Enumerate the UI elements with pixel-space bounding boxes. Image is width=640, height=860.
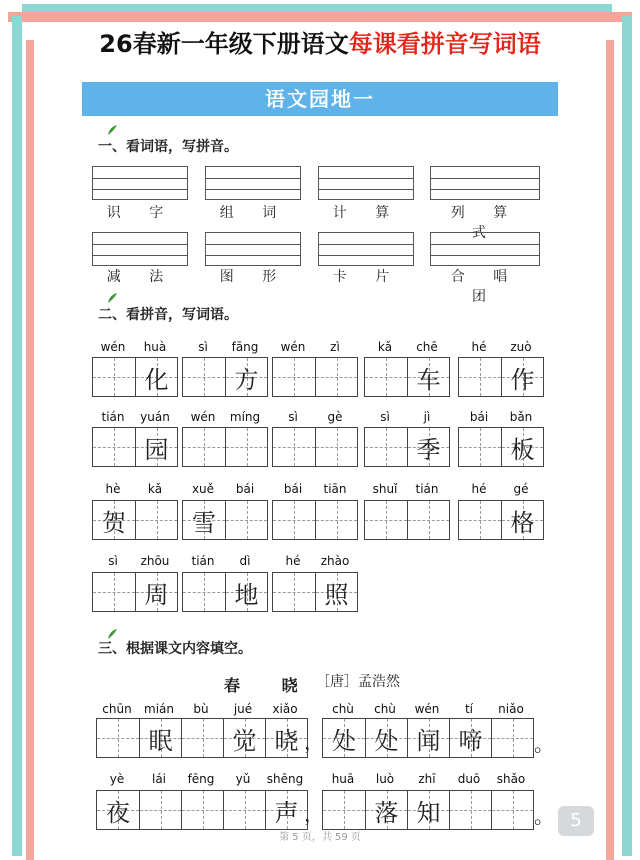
grid-character [273, 358, 315, 396]
pinyin-syllable: yè [109, 772, 125, 786]
page-title-main: 26春新一年级下册语文 [99, 30, 349, 58]
grid-cell [315, 573, 357, 611]
grid-cell [315, 501, 357, 539]
grid-character: 声 [274, 798, 299, 827]
punctuation-period: 。 [534, 804, 554, 828]
grid-character [273, 501, 315, 539]
grid-cell [407, 719, 449, 757]
grid-cell [407, 358, 449, 396]
pinyin-syllable: chù [332, 702, 354, 716]
grid-character [140, 791, 181, 829]
section3-heading: 三、根据课文内容填空。 [98, 641, 252, 657]
tianzige-grid [458, 500, 544, 540]
grid-character: 知 [416, 798, 441, 827]
tianzige-grid [92, 572, 178, 612]
grid-cell [365, 791, 407, 829]
grid-cell [135, 358, 177, 396]
tianzige-grid [272, 427, 358, 467]
grid-cell [183, 358, 225, 396]
grid-cell [273, 428, 315, 466]
tianzige-grid [182, 572, 268, 612]
pinyin-syllable: tiān [323, 482, 347, 496]
vocab-word: 减 法 [106, 269, 176, 285]
grid-cell [459, 501, 501, 539]
grid-character [226, 428, 267, 466]
grid-character: 季 [416, 435, 441, 464]
grid-cell [459, 358, 501, 396]
grid-character [459, 428, 501, 466]
poem-grid [96, 790, 308, 830]
box-guide-line [206, 255, 300, 256]
grid-cell [93, 573, 135, 611]
grid-character: 眠 [148, 726, 173, 755]
frame-left-teal [12, 16, 22, 856]
pinyin-syllable: fāng [231, 340, 259, 354]
pinyin-syllable: wén [414, 702, 440, 716]
pinyin-syllable: mián [144, 702, 174, 716]
punctuation-comma: ， [304, 730, 324, 754]
grid-character [226, 501, 267, 539]
pinyin-writing-box [430, 166, 540, 200]
grid-character: 贺 [102, 508, 126, 537]
pinyin-syllable: sì [108, 554, 118, 568]
grid-character: 雪 [192, 508, 216, 537]
grid-character: 处 [374, 726, 399, 755]
grid-character [93, 358, 135, 396]
pinyin-syllable: shēng [266, 772, 304, 786]
grid-character: 晓 [274, 726, 299, 755]
grid-cell [97, 791, 139, 829]
pinyin-syllable: hé [471, 340, 487, 354]
grid-character [182, 791, 223, 829]
box-guide-line [319, 244, 413, 245]
leaf-icon [106, 292, 118, 304]
tianzige-grid [272, 572, 358, 612]
box-guide-line [93, 178, 187, 179]
pinyin-syllable: shuǐ [372, 482, 398, 496]
grid-character: 周 [144, 580, 169, 609]
pinyin-syllable: bái [469, 410, 489, 424]
grid-cell [183, 573, 225, 611]
page-footer: 第 5 页，共 59 页 [279, 832, 361, 843]
tianzige-grid [182, 357, 268, 397]
box-guide-line [206, 178, 300, 179]
grid-cell [491, 719, 533, 757]
pinyin-syllable: zuò [510, 340, 532, 354]
pinyin-writing-box [205, 232, 301, 266]
pinyin-syllable: sì [288, 410, 298, 424]
poem-author: ［唐］孟浩然 [316, 674, 400, 690]
box-guide-line [319, 189, 413, 190]
pinyin-syllable: jì [423, 410, 431, 424]
box-guide-line [431, 178, 539, 179]
grid-cell [501, 358, 543, 396]
poem-title: 春 晓 [224, 676, 316, 695]
pinyin-syllable: xuě [191, 482, 215, 496]
pinyin-writing-box [430, 232, 540, 266]
grid-character [365, 428, 407, 466]
box-guide-line [431, 189, 539, 190]
pinyin-syllable: niǎo [498, 702, 524, 716]
grid-cell [135, 428, 177, 466]
frame-left-pink [26, 40, 34, 860]
box-guide-line [93, 255, 187, 256]
pinyin-syllable: luò [375, 772, 395, 786]
grid-cell [225, 428, 267, 466]
pinyin-syllable: duō [457, 772, 481, 786]
grid-cell [93, 358, 135, 396]
pinyin-syllable: zhōu [140, 554, 170, 568]
pinyin-syllable: kǎ [377, 340, 393, 354]
pinyin-syllable: bái [235, 482, 255, 496]
vocab-word: 识 字 [106, 205, 176, 221]
box-guide-line [319, 255, 413, 256]
grid-cell [135, 501, 177, 539]
grid-character [450, 791, 491, 829]
pinyin-syllable: sì [198, 340, 208, 354]
grid-cell [459, 428, 501, 466]
pinyin-syllable: zhī [418, 772, 436, 786]
pinyin-syllable: wén [190, 410, 216, 424]
grid-character: 方 [234, 365, 259, 394]
page-title [0, 24, 640, 59]
grid-cell [365, 428, 407, 466]
grid-character: 车 [416, 365, 441, 394]
box-guide-line [206, 244, 300, 245]
punctuation-comma: ， [304, 802, 324, 826]
pinyin-syllable: gè [327, 410, 343, 424]
pinyin-syllable: chē [416, 340, 438, 354]
grid-cell [501, 428, 543, 466]
grid-character [365, 501, 407, 539]
grid-cell [183, 501, 225, 539]
section2-heading: 二、看拼音，写词语。 [98, 307, 238, 323]
grid-character [316, 358, 357, 396]
vocab-word: 组 词 [219, 205, 289, 221]
grid-character [459, 358, 501, 396]
grid-cell [365, 719, 407, 757]
grid-character [273, 573, 315, 611]
vocab-word: 列 算 式 [450, 205, 520, 241]
grid-cell [223, 719, 265, 757]
pinyin-syllable: kǎ [147, 482, 163, 496]
frame-top-pink [8, 12, 632, 22]
grid-character [408, 501, 449, 539]
grid-cell [407, 791, 449, 829]
pinyin-syllable: shǎo [496, 772, 526, 786]
grid-cell [273, 501, 315, 539]
grid-cell [501, 501, 543, 539]
box-guide-line [93, 244, 187, 245]
grid-character: 格 [510, 508, 535, 537]
poem-grid [322, 790, 534, 830]
grid-character: 作 [510, 365, 535, 394]
vocab-word: 计 算 [332, 205, 402, 221]
leaf-icon [106, 124, 118, 136]
pinyin-syllable: xiǎo [272, 702, 298, 716]
lesson-banner: 语文园地一 [82, 82, 558, 116]
grid-character [492, 719, 533, 757]
grid-character [93, 428, 135, 466]
tianzige-grid [272, 500, 358, 540]
pinyin-syllable: huā [331, 772, 355, 786]
grid-character [183, 573, 225, 611]
grid-character [492, 791, 533, 829]
grid-character [183, 358, 225, 396]
pinyin-syllable: tián [191, 554, 215, 568]
box-guide-line [431, 255, 539, 256]
pinyin-syllable: dì [239, 554, 251, 568]
pinyin-syllable: míng [229, 410, 261, 424]
grid-character: 闻 [416, 726, 441, 755]
grid-cell [183, 428, 225, 466]
pinyin-syllable: hé [471, 482, 487, 496]
pinyin-syllable: jué [233, 702, 253, 716]
grid-character [365, 358, 407, 396]
pinyin-syllable: yǔ [235, 772, 251, 786]
box-guide-line [206, 189, 300, 190]
vocab-word: 图 形 [219, 269, 289, 285]
box-guide-line [319, 178, 413, 179]
poem-grid [322, 718, 534, 758]
pinyin-syllable: tián [415, 482, 439, 496]
grid-character [459, 501, 501, 539]
pinyin-writing-box [92, 166, 188, 200]
pinyin-writing-box [205, 166, 301, 200]
grid-character [182, 719, 223, 757]
grid-cell [135, 573, 177, 611]
grid-cell [323, 719, 365, 757]
tianzige-grid [92, 357, 178, 397]
tianzige-grid [458, 357, 544, 397]
grid-cell [449, 719, 491, 757]
grid-cell [139, 791, 181, 829]
pinyin-syllable: gé [513, 482, 529, 496]
grid-cell [139, 719, 181, 757]
grid-cell [365, 358, 407, 396]
grid-cell [315, 428, 357, 466]
punctuation-period: 。 [534, 732, 554, 756]
grid-cell [225, 501, 267, 539]
grid-character [224, 791, 265, 829]
frame-right-pink [606, 40, 614, 860]
vocab-word: 合 唱 团 [450, 269, 520, 305]
grid-cell [225, 573, 267, 611]
pinyin-syllable: chù [374, 702, 396, 716]
grid-character [183, 428, 225, 466]
pinyin-syllable: bái [283, 482, 303, 496]
tianzige-grid [458, 427, 544, 467]
grid-character: 处 [332, 726, 356, 755]
grid-cell [273, 358, 315, 396]
pinyin-syllable: hè [105, 482, 121, 496]
tianzige-grid [364, 427, 450, 467]
grid-cell [265, 791, 307, 829]
box-guide-line [93, 189, 187, 190]
tianzige-grid [92, 500, 178, 540]
page-number-badge: 5 [558, 806, 594, 836]
grid-character: 园 [144, 435, 169, 464]
pinyin-syllable: tí [464, 702, 474, 716]
grid-cell [223, 791, 265, 829]
grid-character [323, 791, 365, 829]
grid-character [273, 428, 315, 466]
tianzige-grid [182, 427, 268, 467]
box-guide-line [431, 244, 539, 245]
grid-character [136, 501, 177, 539]
tianzige-grid [364, 500, 450, 540]
grid-cell [315, 358, 357, 396]
pinyin-syllable: lái [151, 772, 167, 786]
grid-cell [181, 791, 223, 829]
grid-cell [449, 791, 491, 829]
pinyin-syllable: zì [330, 340, 340, 354]
grid-cell [407, 501, 449, 539]
pinyin-syllable: bǎn [509, 410, 533, 424]
grid-cell [97, 719, 139, 757]
pinyin-syllable: yuán [140, 410, 170, 424]
grid-character: 板 [510, 435, 535, 464]
pinyin-syllable: fēng [187, 772, 215, 786]
tianzige-grid [182, 500, 268, 540]
grid-cell [323, 791, 365, 829]
pinyin-syllable: huà [143, 340, 167, 354]
pinyin-syllable: bù [193, 702, 209, 716]
vocab-word: 卡 片 [332, 269, 402, 285]
pinyin-syllable: wén [100, 340, 126, 354]
pinyin-writing-box [318, 166, 414, 200]
grid-cell [93, 501, 135, 539]
tianzige-grid [92, 427, 178, 467]
pinyin-writing-box [92, 232, 188, 266]
section1-heading: 一、看词语，写拼音。 [98, 139, 238, 155]
grid-character: 照 [324, 580, 349, 609]
grid-character: 觉 [232, 726, 257, 755]
pinyin-syllable: wén [280, 340, 306, 354]
grid-cell [93, 428, 135, 466]
page-title-highlight: 每课看拼音写词语 [348, 30, 541, 58]
grid-character: 夜 [106, 798, 130, 827]
poem-grid [96, 718, 308, 758]
frame-right-teal [622, 16, 632, 856]
grid-character: 地 [234, 580, 259, 609]
grid-character [316, 428, 357, 466]
pinyin-syllable: tián [101, 410, 125, 424]
tianzige-grid [272, 357, 358, 397]
pinyin-writing-box [318, 232, 414, 266]
grid-character [316, 501, 357, 539]
grid-character: 落 [374, 798, 399, 827]
grid-cell [365, 501, 407, 539]
grid-cell [181, 719, 223, 757]
pinyin-syllable: zhào [320, 554, 350, 568]
tianzige-grid [364, 357, 450, 397]
pinyin-syllable: hé [285, 554, 301, 568]
grid-cell [491, 791, 533, 829]
grid-cell [407, 428, 449, 466]
grid-cell [225, 358, 267, 396]
grid-character [97, 719, 139, 757]
grid-cell [265, 719, 307, 757]
grid-character: 啼 [458, 726, 483, 755]
grid-cell [273, 573, 315, 611]
grid-character [93, 573, 135, 611]
pinyin-syllable: chūn [102, 702, 132, 716]
pinyin-syllable: sì [380, 410, 390, 424]
grid-character: 化 [144, 365, 169, 394]
